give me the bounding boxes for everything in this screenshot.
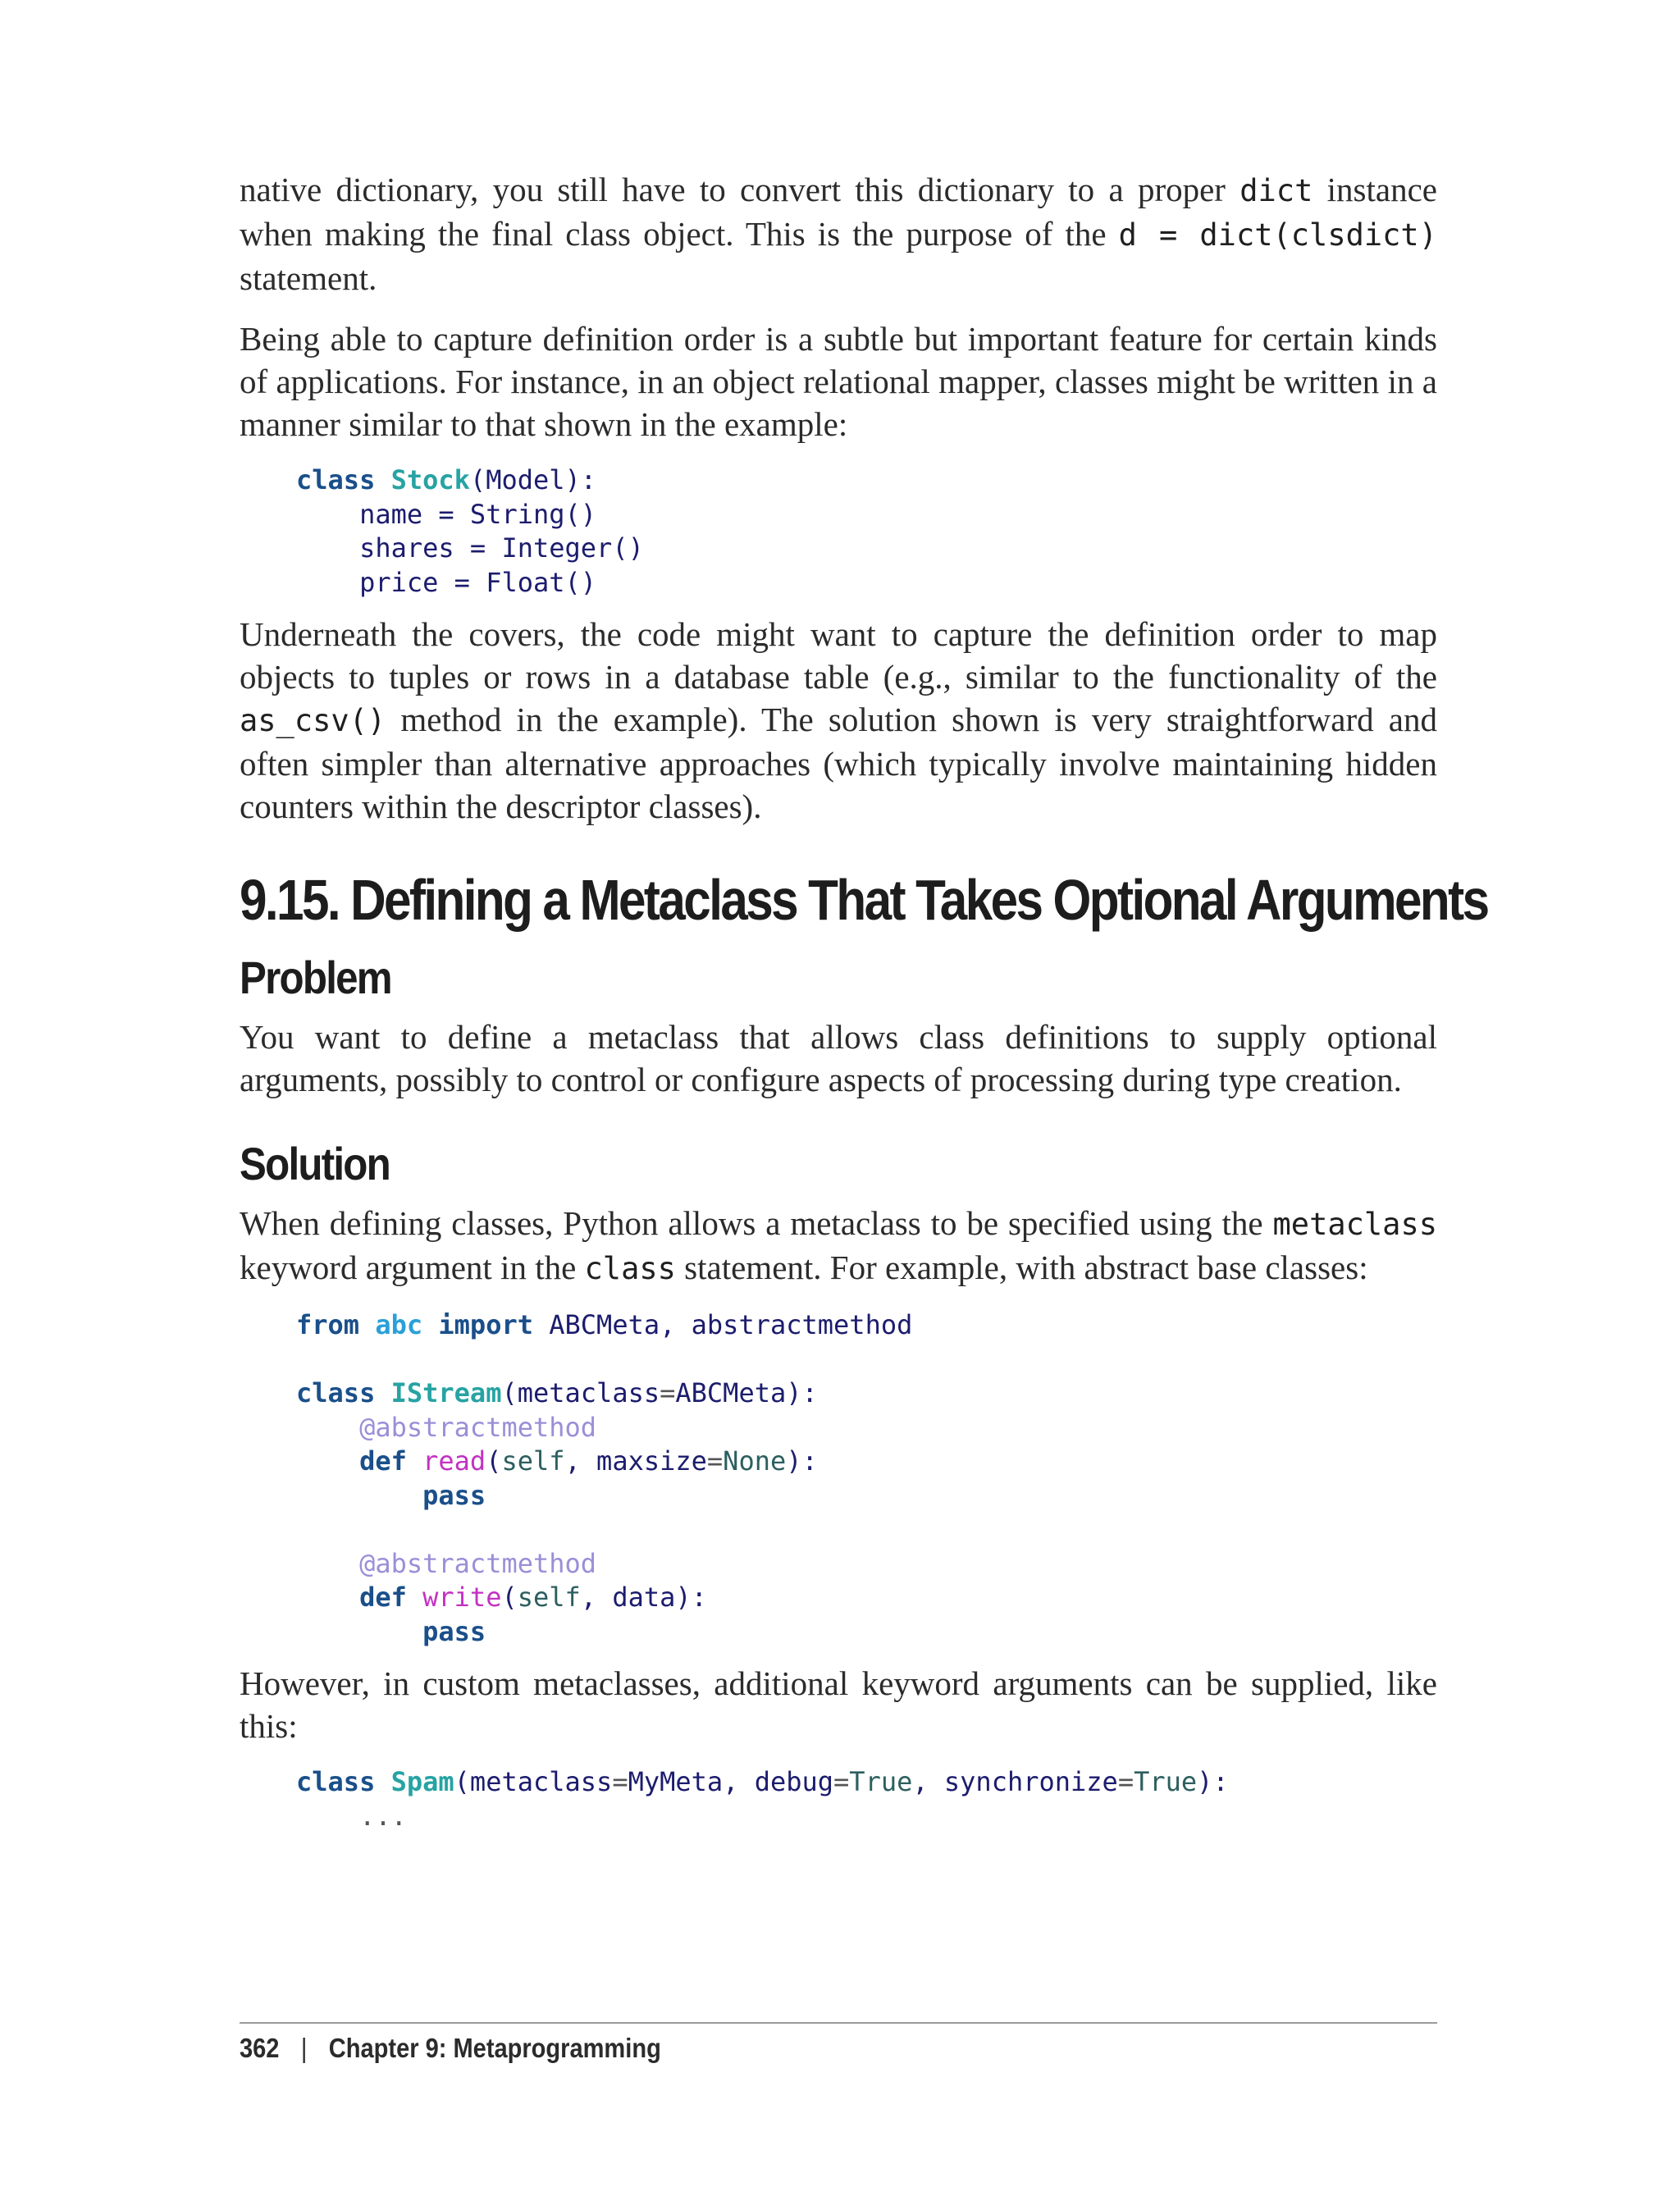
code-keyword: from	[296, 1309, 360, 1340]
code-keyword: pass	[422, 1479, 486, 1511]
text-run: instance when making the final class object. This is the purpose of the	[240, 171, 1437, 253]
code-block-istream	[240, 1308, 1437, 1649]
inline-code-d-dict: d = dict(clsdict)	[1118, 217, 1437, 253]
problem-heading: Problem	[240, 952, 391, 1003]
code-block-spam	[240, 1765, 1437, 1833]
code-operator: =	[612, 1766, 628, 1797]
code-keyword: def	[359, 1445, 407, 1477]
code-text: , debug	[723, 1766, 834, 1797]
code-keyword: class	[296, 1377, 376, 1408]
text-run: When defining classes, Python allows a metaclass to be specified using the	[240, 1204, 1273, 1242]
code-builtin: True	[1134, 1766, 1198, 1797]
page-content	[240, 168, 1488, 1833]
paragraph-underneath-covers	[240, 613, 1437, 828]
inline-code-dict: dict	[1239, 173, 1313, 208]
code-keyword: class	[296, 464, 376, 495]
code-text: ABCMeta	[675, 1377, 787, 1408]
code-operator: =	[706, 1445, 724, 1477]
solution-heading: Solution	[240, 1138, 390, 1189]
code-function-name: read	[422, 1445, 486, 1477]
inline-code-metaclass: metaclass	[1272, 1207, 1437, 1242]
code-text: , maxsize	[564, 1445, 707, 1477]
code-text: ):	[1197, 1766, 1229, 1797]
paragraph-definition-order: Being able to capture definition order is a subtle but important feature for certain kinds of applications. For instance, in an object relational mapper, classes might be written in a manner similar to that shown in the example:	[240, 320, 1437, 443]
code-builtin: None	[723, 1445, 787, 1477]
text-run: Underneath the covers, the code might want to capture the definition order to map objects to tuples or rows in a database table (e.g., similar to the functionality of the	[240, 615, 1437, 696]
solution-paragraph	[240, 1202, 1437, 1290]
paragraph-dict-conversion	[240, 168, 1437, 299]
page-number: 362	[240, 2033, 280, 2063]
code-keyword: def	[359, 1582, 407, 1613]
section-title: 9.15. Defining a Metaclass That Takes Optional Arguments	[240, 868, 1488, 932]
code-class-name: Spam	[390, 1766, 454, 1797]
code-text: ABCMeta, abstractmethod	[549, 1309, 913, 1340]
code-ellipsis: ...	[359, 1800, 407, 1832]
code-function-name: write	[422, 1582, 502, 1613]
code-text: ):	[786, 1445, 818, 1477]
code-builtin: True	[849, 1766, 913, 1797]
code-decorator: @abstractmethod	[359, 1547, 597, 1579]
inline-code-as-csv: as_csv()	[240, 703, 386, 738]
code-text: (metaclass	[501, 1377, 660, 1408]
footer-rule	[240, 2022, 1437, 2024]
text-run: statement.	[240, 259, 377, 297]
code-text: (Model):	[469, 464, 597, 495]
page-footer	[240, 2033, 661, 2064]
code-keyword: import	[438, 1309, 533, 1340]
code-text: , data):	[580, 1582, 707, 1613]
paragraph-custom-metaclasses: However, in custom metaclasses, additional keyword arguments can be supplied, like this:	[240, 1664, 1437, 1745]
code-module: abc	[375, 1309, 423, 1340]
problem-paragraph: You want to define a metaclass that allows class definitions to supply optional arguments, possibly to control or configure aspects of processing during type creation.	[240, 1018, 1437, 1098]
text-run: statement. For example, with abstract base classes:	[675, 1249, 1368, 1286]
code-self: self	[501, 1445, 565, 1477]
code-text: (metaclass	[454, 1766, 613, 1797]
code-line: shares = Integer()	[359, 532, 644, 564]
inline-code-class: class	[584, 1251, 676, 1286]
code-class-name: IStream	[390, 1377, 502, 1408]
code-operator: =	[1117, 1766, 1134, 1797]
chapter-title: Chapter 9: Metaprogramming	[328, 2033, 661, 2063]
code-self: self	[517, 1582, 581, 1613]
footer-separator: |	[300, 2033, 308, 2063]
code-operator: =	[660, 1377, 676, 1408]
text-run: keyword argument in the	[240, 1249, 585, 1286]
code-keyword: pass	[422, 1615, 486, 1647]
code-block-stock	[240, 463, 1437, 600]
code-operator: =	[833, 1766, 850, 1797]
code-line: name = String()	[359, 498, 597, 530]
text-run: method in the example). The solution shown is very straightforward and often simpler than alternative approaches (which typically involve maintaining hidden counters within the descriptor classes).	[240, 701, 1437, 825]
code-line: price = Float()	[359, 566, 597, 598]
code-decorator: @abstractmethod	[359, 1411, 597, 1443]
code-text: ):	[786, 1377, 818, 1408]
code-text: (	[486, 1445, 502, 1477]
code-class-name: Stock	[390, 464, 470, 495]
code-text: (	[501, 1582, 518, 1613]
code-text: , synchronize	[912, 1766, 1118, 1797]
code-keyword: class	[296, 1766, 376, 1797]
code-text: MyMeta	[628, 1766, 724, 1797]
text-run: native dictionary, you still have to convert this dictionary to a proper	[240, 171, 1240, 208]
